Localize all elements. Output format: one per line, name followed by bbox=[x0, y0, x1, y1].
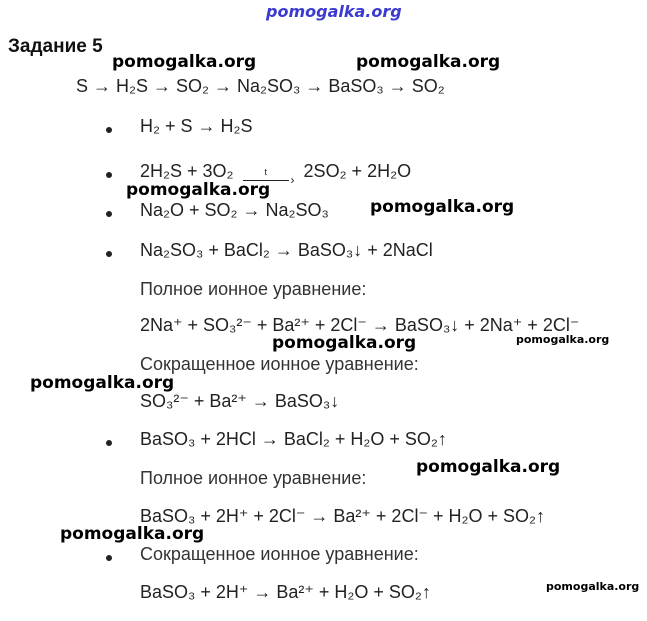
bullet bbox=[106, 172, 112, 178]
watermark: pomogalka.org bbox=[546, 580, 640, 593]
reaction-2: 2H₂S + 3O₂ t › 2SO₂ + 2H₂O bbox=[140, 161, 412, 187]
watermark: pomogalka.org bbox=[30, 373, 175, 393]
reaction-2-right: 2SO₂ + 2H₂O bbox=[303, 161, 412, 181]
reaction-5-short-ionic: BaSO₃ + 2H⁺ → Ba²⁺ + H₂O + SO₂↑ bbox=[140, 582, 431, 602]
reaction-4-full-ionic: 2Na⁺ + SO₃²⁻ + Ba²⁺ + 2Cl⁻ → BaSO₃↓ + 2Na⁺ + 2Cl⁻ bbox=[140, 315, 580, 335]
reaction-1: H₂ + S → H₂S bbox=[140, 116, 253, 136]
task-title: Задание 5 bbox=[8, 36, 103, 57]
reaction-2-condition: t bbox=[264, 167, 268, 177]
watermark: pomogalka.org bbox=[112, 52, 257, 72]
reaction-4-short-ionic: SO₃²⁻ + Ba²⁺ → BaSO₃↓ bbox=[140, 391, 340, 411]
watermark: pomogalka.org bbox=[60, 524, 205, 544]
reaction-5: BaSO₃ + 2HCl → BaCl₂ + H₂O + SO₂↑ bbox=[140, 429, 447, 449]
full-ionic-label: Полное ионное уравнение: bbox=[140, 468, 367, 488]
watermark: pomogalka.org bbox=[356, 52, 501, 72]
watermark: pomogalka.org bbox=[126, 180, 271, 200]
reaction-3: Na₂O + SO₂ → Na₂SO₃ bbox=[140, 200, 329, 220]
bullet bbox=[106, 211, 112, 217]
bullet bbox=[106, 127, 112, 133]
bullet bbox=[106, 251, 112, 257]
reaction-5-full-ionic: BaSO₃ + 2H⁺ + 2Cl⁻ → Ba²⁺ + 2Cl⁻ + H₂O + SO₂↑ bbox=[140, 506, 545, 526]
transformation-chain: S → H₂S → SO₂ → Na₂SO₃ → BaSO₃ → SO₂ bbox=[76, 76, 445, 96]
reaction-2-left: 2H₂S + 3O₂ bbox=[140, 161, 234, 181]
watermark-top: pomogalka.org bbox=[266, 2, 402, 21]
bullet bbox=[106, 555, 112, 561]
short-ionic-label: Сокращенное ионное уравнение: bbox=[140, 544, 419, 564]
bullet bbox=[106, 440, 112, 446]
reaction-4: Na₂SO₃ + BaCl₂ → BaSO₃↓ + 2NaCl bbox=[140, 240, 433, 260]
short-ionic-label: Сокращенное ионное уравнение: bbox=[140, 354, 419, 374]
full-ionic-label: Полное ионное уравнение: bbox=[140, 279, 367, 299]
watermark: pomogalka.org bbox=[416, 457, 561, 477]
watermark: pomogalka.org bbox=[516, 333, 610, 346]
watermark: pomogalka.org bbox=[272, 333, 417, 353]
watermark: pomogalka.org bbox=[370, 197, 515, 217]
